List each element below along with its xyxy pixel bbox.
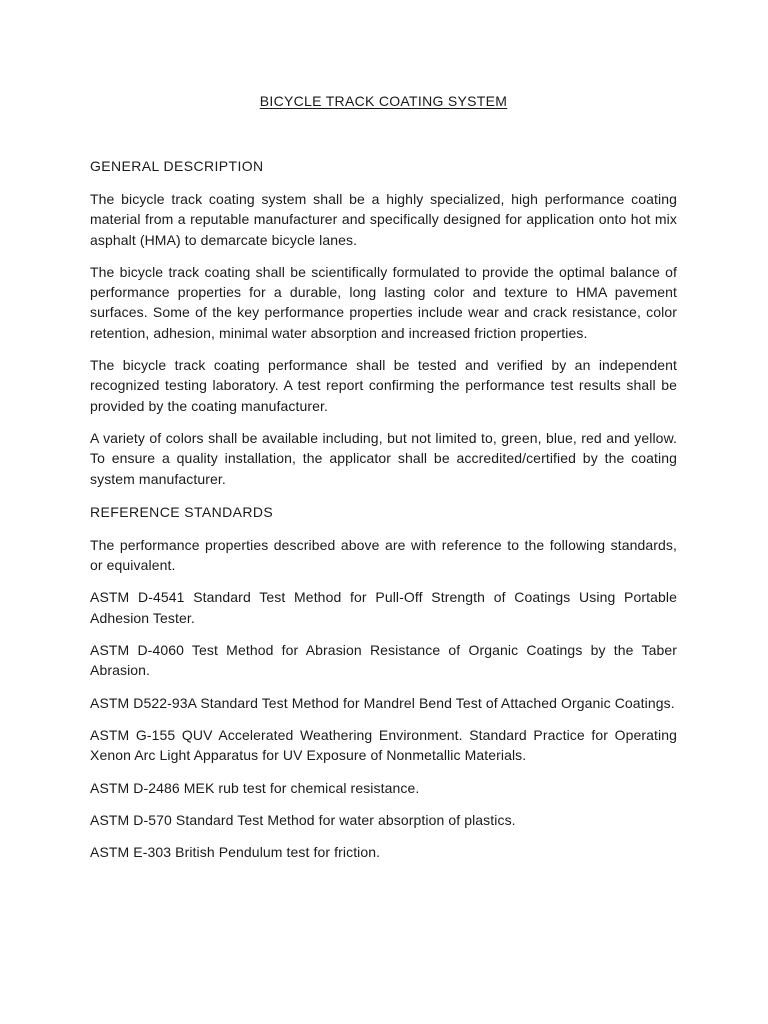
- document-body: [90, 156, 677, 874]
- standard-item: ASTM D522-93A Standard Test Method for Mandrel Bend Test of Attached Organic Coatings.: [90, 694, 675, 711]
- standard-item: ASTM G-155 QUV Accelerated Weathering Environment. Standard Practice for Operating Xenon Arc Light Apparatus for UV Exposure of Nonmetallic Materials.: [90, 726, 677, 764]
- paragraph: The bicycle track coating performance shall be tested and verified by an independent recognized testing laboratory. A test report confirming the performance test results shall be provided by the coating manufacturer.: [90, 357, 677, 414]
- standard-item: ASTM D-4541 Standard Test Method for Pull-Off Strength of Coatings Using Portable Adhesion Tester.: [90, 589, 677, 626]
- standard-item: ASTM E-303 British Pendulum test for friction.: [90, 844, 381, 861]
- section-heading-general-description: GENERAL DESCRIPTION: [90, 158, 264, 174]
- paragraph: A variety of colors shall be available including, but not limited to, green, blue, red and yellow. To ensure a quality installation, the applicator shall be accredited/certified by the coating system manufacturer.: [90, 429, 677, 487]
- standard-item: ASTM D-570 Standard Test Method for water absorption of plastics.: [90, 811, 516, 828]
- paragraph: The performance properties described above are with reference to the following standards, or equivalent.: [90, 536, 677, 574]
- paragraph: The bicycle track coating shall be scientifically formulated to provide the optimal balance of performance properties for a durable, long lasting color and texture to HMA pavement surfaces. Some of the key performance properties include wear and crack resistance, color retention, adhesion, minimal water absorption and increased friction properties.: [90, 263, 677, 341]
- section-heading-reference-standards: REFERENCE STANDARDS: [90, 503, 274, 520]
- standard-item: ASTM D-4060 Test Method for Abrasion Resistance of Organic Coatings by the Taber Abrasion.: [90, 642, 677, 679]
- paragraph: The bicycle track coating system shall be a highly specialized, high performance coating material from a reputable manufacturer and specifically designed for application onto hot mix asphalt (HMA) to demarcate bicycle lanes.: [90, 191, 677, 248]
- document-title: BICYCLE TRACK COATING SYSTEM: [259, 93, 508, 109]
- standard-item: ASTM D-2486 MEK rub test for chemical resistance.: [90, 779, 420, 796]
